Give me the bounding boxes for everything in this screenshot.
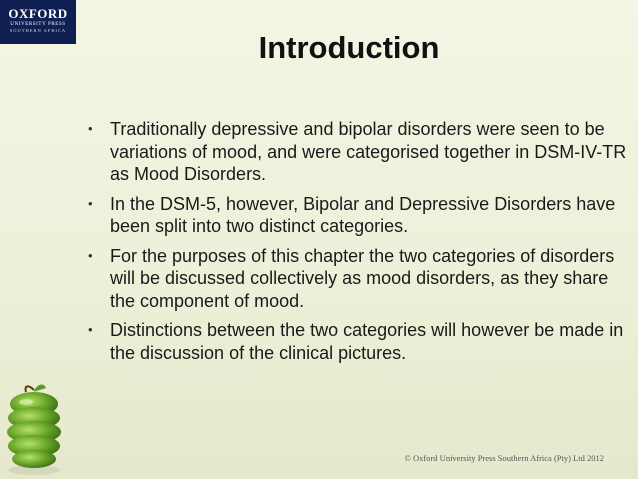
bullet-marker: • (88, 121, 93, 136)
bullet-marker: • (88, 195, 93, 211)
bullet-text: For the purposes of this chapter the two categories of disorders will be discussed collectively as mood disorders, as they share the component of mood. (110, 245, 615, 311)
bullet-text: In the DSM-5, however, Bipolar and Depressive Disorders have been split into two distinct categories. (110, 193, 616, 236)
logo-name: OXFORD (8, 6, 68, 21)
logo-region: SOUTHERN AFRICA (9, 28, 67, 33)
bullet-list (88, 118, 628, 371)
green-apple-icon (2, 380, 66, 476)
bullet-item (88, 245, 628, 313)
bullet-text: Traditionally depressive and bipolar disorders were seen to be variations of mood, and were categorised together in DSM-IV-TR as Mood Disorders. (110, 119, 627, 184)
bullet-text: Distinctions between the two categories will however be made in the discussion of the clinical pictures. (110, 320, 624, 363)
bullet-item (88, 319, 628, 364)
bullet-item (88, 193, 628, 238)
slide-title: Introduction (258, 30, 440, 65)
bullet-item (88, 118, 628, 186)
bullet-marker: • (88, 322, 93, 337)
copyright-footer: © Oxford University Press Southern Africa (Pty) Ltd 2012 (404, 453, 604, 463)
bullet-marker: • (88, 247, 93, 263)
logo-subtitle: UNIVERSITY PRESS (10, 22, 66, 27)
